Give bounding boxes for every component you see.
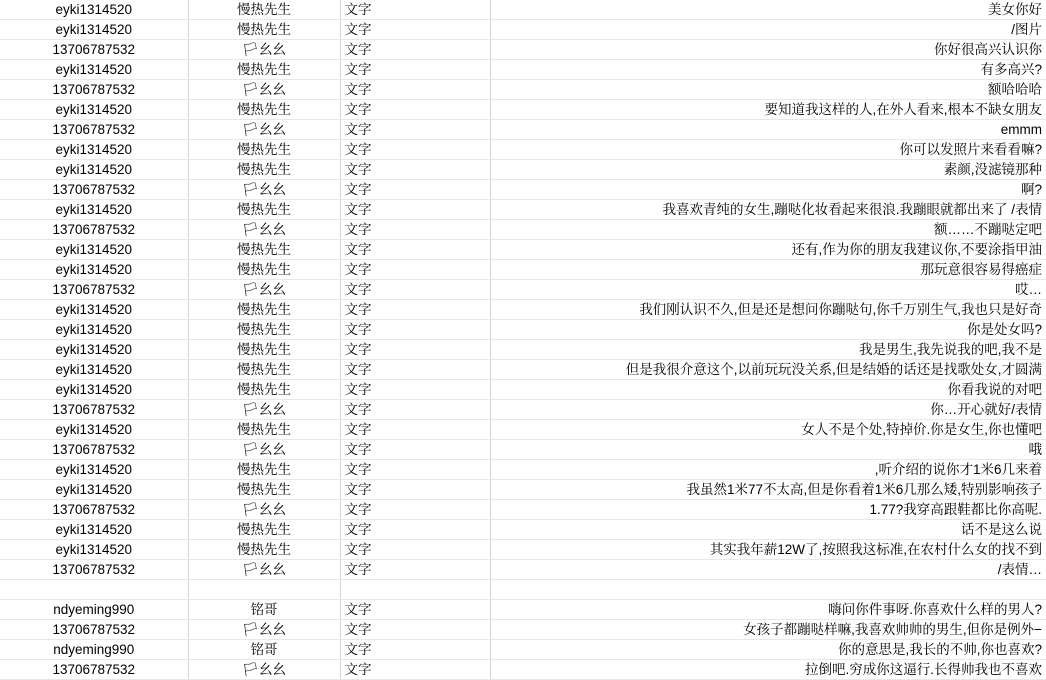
table-row[interactable] bbox=[0, 260, 1046, 280]
cell-content: 1.77?我穿高跟鞋都比你高呢. bbox=[490, 500, 1046, 520]
table-row-empty[interactable] bbox=[0, 580, 1046, 600]
table-row[interactable] bbox=[0, 620, 1046, 640]
cell-content: 我虽然1米77不太高,但是你看着1米6几那么矮,特别影响孩子 bbox=[490, 480, 1046, 500]
cell-type: 文字 bbox=[340, 460, 490, 480]
cell-type: 文字 bbox=[340, 220, 490, 240]
cell-nickname: 慢热先生 bbox=[188, 260, 340, 280]
table-row[interactable] bbox=[0, 520, 1046, 540]
table-row[interactable] bbox=[0, 380, 1046, 400]
cell-type: 文字 bbox=[340, 640, 490, 660]
table-row[interactable] bbox=[0, 60, 1046, 80]
cell-nickname: 慢热先生 bbox=[188, 140, 340, 160]
cell-content: 你是处女吗? bbox=[490, 320, 1046, 340]
cell-content: 哎… bbox=[490, 280, 1046, 300]
cell-content: 你可以发照片来看看嘛? bbox=[490, 140, 1046, 160]
cell-content: 素颜,没滤镜那种 bbox=[490, 160, 1046, 180]
table-row[interactable] bbox=[0, 400, 1046, 420]
cell-nickname: 铭哥 bbox=[188, 640, 340, 660]
table-row[interactable] bbox=[0, 280, 1046, 300]
table-row[interactable] bbox=[0, 140, 1046, 160]
cell-type: 文字 bbox=[340, 180, 490, 200]
table-row[interactable] bbox=[0, 160, 1046, 180]
cell-account: 13706787532 bbox=[0, 80, 188, 100]
cell-account: 13706787532 bbox=[0, 400, 188, 420]
cell-content: 其实我年薪12W了,按照我这标准,在农村什么女的找不到 bbox=[490, 540, 1046, 560]
cell-content: 额……不蹦哒定吧 bbox=[490, 220, 1046, 240]
cell-type: 文字 bbox=[340, 40, 490, 60]
cell-content: 拉倒吧.穷成你这逼行.长得帅我也不喜欢 bbox=[490, 660, 1046, 680]
cell-type: 文字 bbox=[340, 240, 490, 260]
cell-account: ndyeming990 bbox=[0, 600, 188, 620]
cell-content: 嗨问你件事呀.你喜欢什么样的男人? bbox=[490, 600, 1046, 620]
table-row[interactable] bbox=[0, 240, 1046, 260]
cell-nickname: 慢热先生 bbox=[188, 520, 340, 540]
cell-nickname: 慢热先生 bbox=[188, 200, 340, 220]
cell-type: 文字 bbox=[340, 660, 490, 680]
cell-content: 有多高兴? bbox=[490, 60, 1046, 80]
cell-nickname: 🏳幺幺 bbox=[188, 660, 340, 680]
cell-account: 13706787532 bbox=[0, 500, 188, 520]
cell-nickname bbox=[188, 580, 340, 600]
cell-type: 文字 bbox=[340, 120, 490, 140]
table-row[interactable] bbox=[0, 40, 1046, 60]
cell-content: 美女你好 bbox=[490, 0, 1046, 20]
cell-type: 文字 bbox=[340, 480, 490, 500]
cell-account: 13706787532 bbox=[0, 280, 188, 300]
table-row[interactable] bbox=[0, 420, 1046, 440]
cell-nickname: 慢热先生 bbox=[188, 100, 340, 120]
cell-nickname: 🏳幺幺 bbox=[188, 440, 340, 460]
table-row[interactable] bbox=[0, 460, 1046, 480]
cell-nickname: 慢热先生 bbox=[188, 380, 340, 400]
table-row[interactable] bbox=[0, 20, 1046, 40]
cell-nickname: 铭哥 bbox=[188, 600, 340, 620]
cell-account: 13706787532 bbox=[0, 220, 188, 240]
cell-content: 我们刚认识不久,但是还是想问你蹦哒句,你千万别生气,我也只是好奇 bbox=[490, 300, 1046, 320]
cell-type: 文字 bbox=[340, 500, 490, 520]
cell-content bbox=[490, 580, 1046, 600]
cell-type: 文字 bbox=[340, 80, 490, 100]
cell-content: ,听介绍的说你才1米6几来着 bbox=[490, 460, 1046, 480]
cell-content: 还有,作为你的朋友我建议你,不要涂指甲油 bbox=[490, 240, 1046, 260]
cell-type: 文字 bbox=[340, 320, 490, 340]
cell-nickname: 慢热先生 bbox=[188, 0, 340, 20]
cell-account: eyki1314520 bbox=[0, 380, 188, 400]
cell-type: 文字 bbox=[340, 300, 490, 320]
table-row[interactable] bbox=[0, 80, 1046, 100]
cell-account: eyki1314520 bbox=[0, 0, 188, 20]
cell-account: eyki1314520 bbox=[0, 460, 188, 480]
table-row[interactable] bbox=[0, 0, 1046, 20]
cell-account: 13706787532 bbox=[0, 180, 188, 200]
table-row[interactable] bbox=[0, 300, 1046, 320]
table-row[interactable] bbox=[0, 480, 1046, 500]
cell-account: 13706787532 bbox=[0, 120, 188, 140]
cell-nickname: 🏳幺幺 bbox=[188, 220, 340, 240]
cell-account: eyki1314520 bbox=[0, 520, 188, 540]
table-row[interactable] bbox=[0, 600, 1046, 620]
cell-nickname: 🏳幺幺 bbox=[188, 40, 340, 60]
table-row[interactable] bbox=[0, 120, 1046, 140]
cell-type: 文字 bbox=[340, 0, 490, 20]
cell-type: 文字 bbox=[340, 620, 490, 640]
cell-nickname: 慢热先生 bbox=[188, 460, 340, 480]
cell-content: 你看我说的对吧 bbox=[490, 380, 1046, 400]
table-row[interactable] bbox=[0, 200, 1046, 220]
cell-account: eyki1314520 bbox=[0, 480, 188, 500]
table-row[interactable] bbox=[0, 180, 1046, 200]
cell-type: 文字 bbox=[340, 100, 490, 120]
cell-content: 额哈哈哈 bbox=[490, 80, 1046, 100]
cell-nickname: 慢热先生 bbox=[188, 60, 340, 80]
cell-content: 要知道我这样的人,在外人看来,根本不缺女朋友 bbox=[490, 100, 1046, 120]
cell-type: 文字 bbox=[340, 340, 490, 360]
cell-account: eyki1314520 bbox=[0, 300, 188, 320]
cell-account: 13706787532 bbox=[0, 40, 188, 60]
cell-account: eyki1314520 bbox=[0, 320, 188, 340]
cell-nickname: 慢热先生 bbox=[188, 360, 340, 380]
cell-content: 啊? bbox=[490, 180, 1046, 200]
cell-nickname: 慢热先生 bbox=[188, 20, 340, 40]
cell-type: 文字 bbox=[340, 280, 490, 300]
cell-type: 文字 bbox=[340, 20, 490, 40]
cell-nickname: 🏳幺幺 bbox=[188, 400, 340, 420]
table-row[interactable] bbox=[0, 100, 1046, 120]
cell-account: 13706787532 bbox=[0, 440, 188, 460]
cell-account: eyki1314520 bbox=[0, 200, 188, 220]
cell-content: 你的意思是,我长的不帅,你也喜欢? bbox=[490, 640, 1046, 660]
cell-content: 我是男生,我先说我的吧,我不是 bbox=[490, 340, 1046, 360]
cell-account: 13706787532 bbox=[0, 560, 188, 580]
cell-account: eyki1314520 bbox=[0, 60, 188, 80]
cell-content: 哦 bbox=[490, 440, 1046, 460]
cell-account: 13706787532 bbox=[0, 620, 188, 640]
cell-content: 你…开心就好/表情 bbox=[490, 400, 1046, 420]
cell-content: 但是我很介意这个,以前玩玩没关系,但是结婚的话还是找歌处女,才圆满 bbox=[490, 360, 1046, 380]
cell-nickname: 🏳幺幺 bbox=[188, 280, 340, 300]
cell-content: 我喜欢青纯的女生,蹦哒化妆看起来很浪.我蹦眼就都出来了 /表情 bbox=[490, 200, 1046, 220]
cell-nickname: 慢热先生 bbox=[188, 420, 340, 440]
cell-type: 文字 bbox=[340, 200, 490, 220]
cell-type: 文字 bbox=[340, 380, 490, 400]
cell-account: eyki1314520 bbox=[0, 160, 188, 180]
cell-content: 话不是这么说 bbox=[490, 520, 1046, 540]
cell-type: 文字 bbox=[340, 520, 490, 540]
cell-content: emmm bbox=[490, 120, 1046, 140]
cell-nickname: 慢热先生 bbox=[188, 240, 340, 260]
cell-content: /图片 bbox=[490, 20, 1046, 40]
cell-nickname: 🏳幺幺 bbox=[188, 80, 340, 100]
cell-account: eyki1314520 bbox=[0, 340, 188, 360]
cell-nickname: 慢热先生 bbox=[188, 340, 340, 360]
cell-account: 13706787532 bbox=[0, 660, 188, 680]
cell-nickname: 🏳幺幺 bbox=[188, 500, 340, 520]
cell-account: eyki1314520 bbox=[0, 100, 188, 120]
cell-type: 文字 bbox=[340, 360, 490, 380]
table-row[interactable] bbox=[0, 560, 1046, 580]
cell-nickname: 慢热先生 bbox=[188, 320, 340, 340]
cell-account: eyki1314520 bbox=[0, 240, 188, 260]
cell-account: eyki1314520 bbox=[0, 260, 188, 280]
cell-account: eyki1314520 bbox=[0, 360, 188, 380]
table-row[interactable] bbox=[0, 360, 1046, 380]
cell-type: 文字 bbox=[340, 140, 490, 160]
cell-type: 文字 bbox=[340, 600, 490, 620]
table-row[interactable] bbox=[0, 500, 1046, 520]
table-row[interactable] bbox=[0, 440, 1046, 460]
table-row[interactable] bbox=[0, 660, 1046, 680]
cell-account: ndyeming990 bbox=[0, 640, 188, 660]
cell-content: 女人不是个处,特掉价.你是女生,你也懂吧 bbox=[490, 420, 1046, 440]
cell-nickname: 🏳幺幺 bbox=[188, 120, 340, 140]
cell-type: 文字 bbox=[340, 400, 490, 420]
cell-nickname: 🏳幺幺 bbox=[188, 620, 340, 640]
cell-account: eyki1314520 bbox=[0, 540, 188, 560]
cell-type: 文字 bbox=[340, 560, 490, 580]
table-row[interactable] bbox=[0, 320, 1046, 340]
cell-type: 文字 bbox=[340, 540, 490, 560]
table-row[interactable] bbox=[0, 340, 1046, 360]
cell-account: eyki1314520 bbox=[0, 420, 188, 440]
cell-type: 文字 bbox=[340, 420, 490, 440]
cell-nickname: 慢热先生 bbox=[188, 160, 340, 180]
cell-nickname: 🏳幺幺 bbox=[188, 560, 340, 580]
cell-type bbox=[340, 580, 490, 600]
table-row[interactable] bbox=[0, 220, 1046, 240]
cell-nickname: 慢热先生 bbox=[188, 540, 340, 560]
cell-account: eyki1314520 bbox=[0, 140, 188, 160]
cell-type: 文字 bbox=[340, 160, 490, 180]
cell-type: 文字 bbox=[340, 260, 490, 280]
cell-account bbox=[0, 580, 188, 600]
cell-type: 文字 bbox=[340, 60, 490, 80]
table-row[interactable] bbox=[0, 640, 1046, 660]
cell-account: eyki1314520 bbox=[0, 20, 188, 40]
cell-content: /表情… bbox=[490, 560, 1046, 580]
cell-type: 文字 bbox=[340, 440, 490, 460]
cell-nickname: 🏳幺幺 bbox=[188, 180, 340, 200]
table-row[interactable] bbox=[0, 540, 1046, 560]
cell-content: 你好很高兴认识你 bbox=[490, 40, 1046, 60]
cell-content: 那玩意很容易得癌症 bbox=[490, 260, 1046, 280]
cell-content: 女孩子都蹦哒样嘛,我喜欢帅帅的男生,但你是例外− bbox=[490, 620, 1046, 640]
cell-nickname: 慢热先生 bbox=[188, 300, 340, 320]
cell-nickname: 慢热先生 bbox=[188, 480, 340, 500]
